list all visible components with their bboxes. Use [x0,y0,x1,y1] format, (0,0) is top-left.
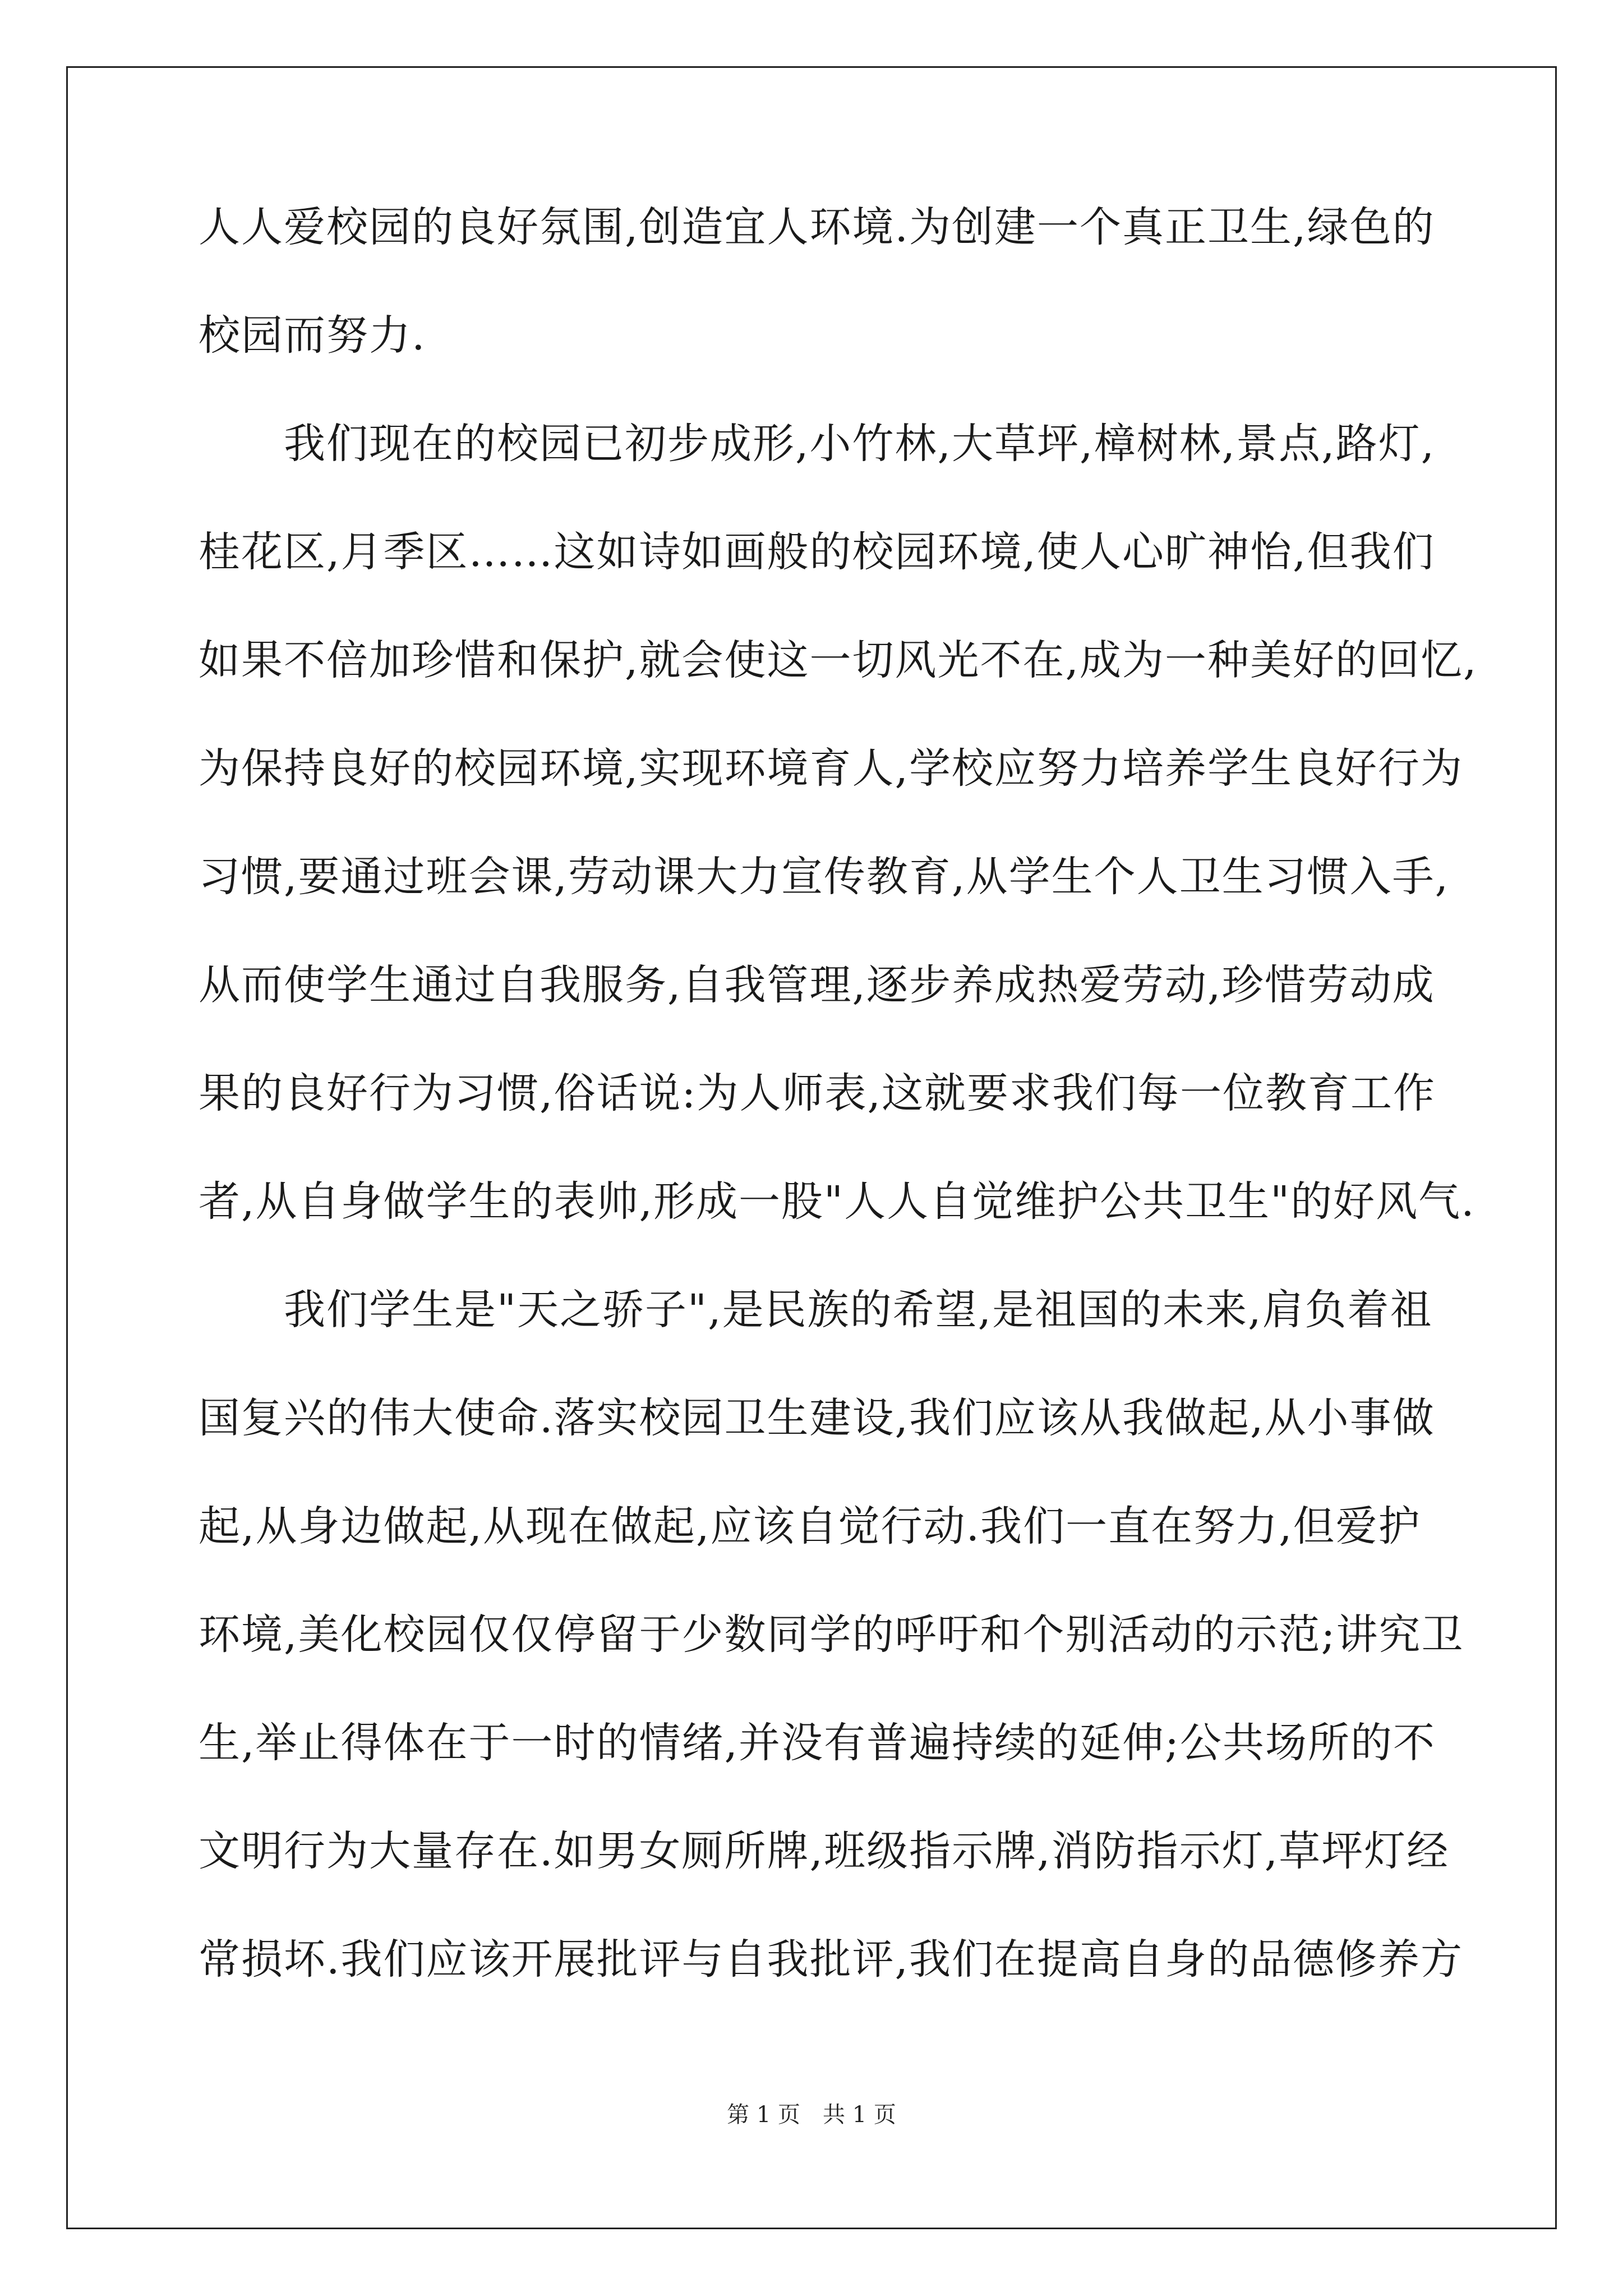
text-line: 习惯,要通过班会课,劳动课大力宣传教育,从学生个人卫生习惯入手, [199,853,1450,901]
page-border [66,66,1557,2229]
text-line: 人人爱校园的良好氛围,创造宜人环境.为创建一个真正卫生,绿色的 [199,203,1435,251]
text-line: 文明行为大量存在.如男女厕所牌,班级指示牌,消防指示灯,草坪灯经 [199,1827,1450,1875]
text-line: 果的良好行为习惯,俗话说:为人师表,这就要求我们每一位教育工作 [199,1069,1436,1117]
page-number-footer: 第 1 页 共 1 页 [727,2102,896,2128]
text-line: 生,举止得体在于一时的情绪,并没有普遍持续的延伸;公共场所的不 [199,1719,1436,1767]
text-line: 我们现在的校园已初步成形,小竹林,大草坪,樟树林,景点,路灯, [199,420,1436,468]
text-line: 起,从身边做起,从现在做起,应该自觉行动.我们一直在努力,但爱护 [199,1502,1421,1550]
text-line: 者,从自身做学生的表帅,形成一股"人人自觉维护公共卫生"的好风气. [199,1177,1476,1226]
text-line: 我们学生是"天之骄子",是民族的希望,是祖国的未来,肩负着祖 [199,1286,1433,1334]
text-line: 环境,美化校园仅仅停留于少数同学的呼吁和个别活动的示范;讲究卫 [199,1611,1464,1659]
text-line: 从而使学生通过自我服务,自我管理,逐步养成热爱劳动,珍惜劳动成 [199,961,1435,1009]
text-line: 常损坏.我们应该开展批评与自我批评,我们在提高自身的品德修养方 [199,1935,1464,1984]
text-line: 桂花区,月季区……这如诗如画般的校园环境,使人心旷神怡,但我们 [199,528,1435,576]
text-line: 为保持良好的校园环境,实现环境育人,学校应努力培养学生良好行为 [199,744,1464,793]
text-line: 国复兴的伟大使命.落实校园卫生建设,我们应该从我做起,从小事做 [199,1394,1435,1442]
text-line: 如果不倍加珍惜和保护,就会使这一切风光不在,成为一种美好的回忆, [199,636,1478,684]
text-line: 校园而努力. [199,311,426,360]
